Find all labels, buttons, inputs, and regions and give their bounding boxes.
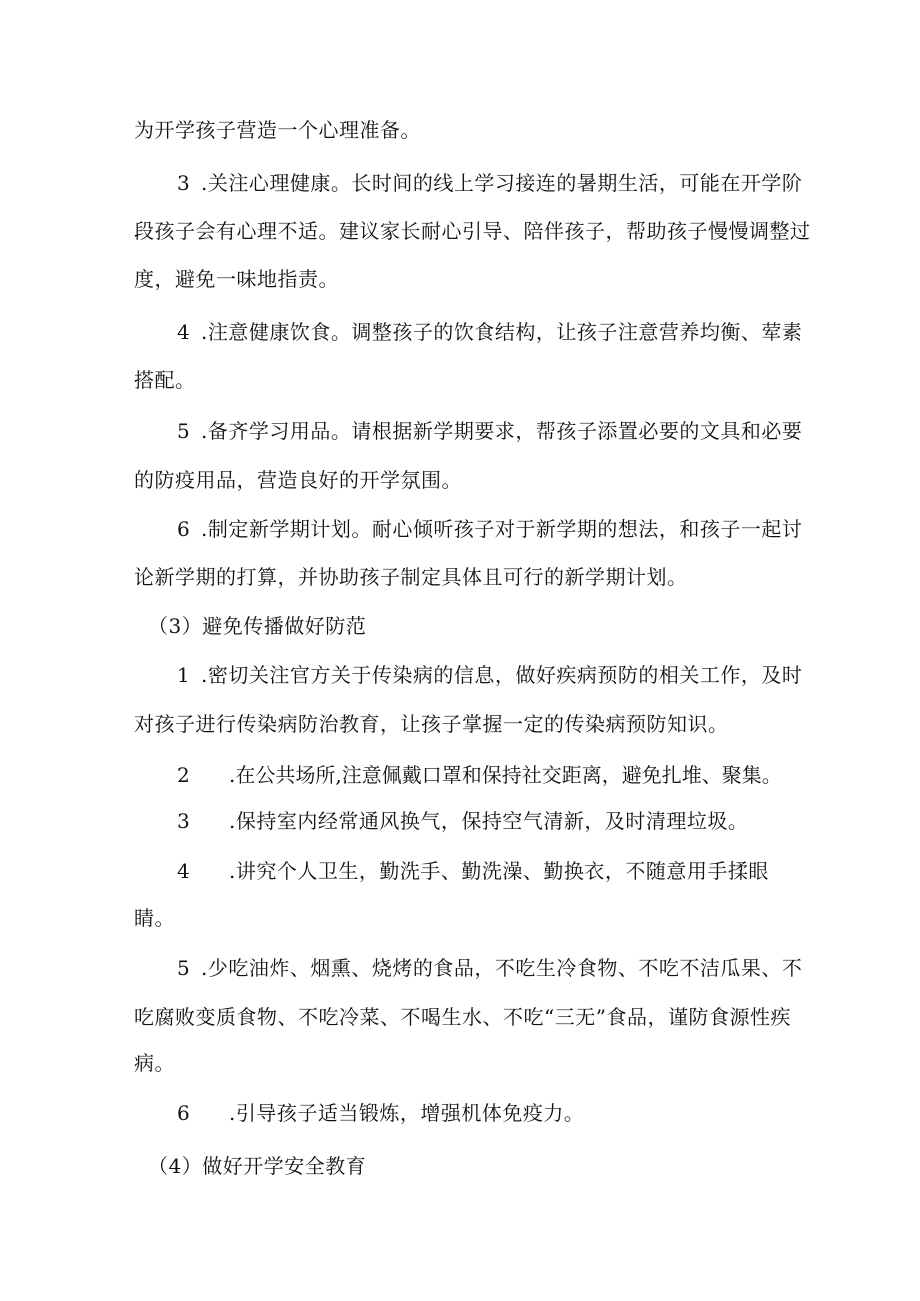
list-item-line [177,170,802,196]
line-text: 段孩子会有心理不适。建议家长耐心引导、陪伴孩子，帮助孩子慢慢调整过 [134,219,811,243]
list-item-line [177,319,802,345]
item-number: 2 [177,763,191,787]
list-item-line [177,762,782,788]
paragraph-line [134,218,811,244]
line-text: 的防疫用品，营造良好的开学氛围。 [134,468,462,492]
line-text: 睛。 [134,906,175,930]
line-text: .备齐学习用品。请根据新学期要求，帮孩子添置必要的文具和必要 [201,419,803,443]
item-number: 3 [177,809,191,833]
paragraph-line [134,711,729,737]
item-number: 5 [177,419,191,443]
paragraph-line [134,367,196,393]
item-number: 4 [177,320,191,344]
line-text: 吃腐败变质食物、不吃冷菜、不喝生水、不吃“三无”食品，谨防食源性疾 [134,1005,791,1029]
line-text: 为开学孩子营造一个心理准备。 [134,118,421,142]
item-number: 1 [177,663,191,687]
list-item-line [177,955,802,981]
list-item-line [177,1100,584,1126]
list-item-line [177,418,802,444]
line-text: .少吃油炸、烟熏、烧烤的食品，不吃生冷食物、不吃不洁瓜果、不 [201,956,803,980]
line-text: .关注心理健康。长时间的线上学习接连的暑期生活，可能在开学阶 [201,171,803,195]
line-text: .保持室内经常通风换气，保持空气清新，及时清理垃圾。 [229,809,749,833]
line-text: .引导孩子适当锻炼，增强机体免疫力。 [229,1101,585,1125]
heading-text: （4）做好开学安全教育 [148,1154,367,1178]
line-text: .讲究个人卫生，勤洗手、勤洗澡、勤换衣，不随意用手揉眼 [229,859,769,883]
line-text: .密切关注官方关于传染病的信息，做好疾病预防的相关工作，及时 [201,663,803,687]
paragraph-line [134,1004,791,1030]
line-text: 对孩子进行传染病防治教育，让孩子掌握一定的传染病预防知识。 [134,712,729,736]
line-text: 度，避免一味地指责。 [134,267,339,291]
line-text: .注意健康饮食。调整孩子的饮食结构，让孩子注意营养均衡、荤素 [201,320,803,344]
item-number: 6 [177,1101,191,1125]
section-heading [148,1153,366,1179]
paragraph-line [134,1050,175,1076]
list-item-line [177,662,802,688]
item-number: 3 [177,171,191,195]
line-text: 论新学期的打算，并协助孩子制定具体且可行的新学期计划。 [134,565,688,589]
heading-text: （3）避免传播做好防范 [148,614,367,638]
paragraph-line [134,467,462,493]
list-item-line [177,808,748,834]
line-text: .制定新学期计划。耐心倾听孩子对于新学期的想法，和孩子一起讨 [201,517,803,541]
section-heading [148,613,366,639]
paragraph-line [134,266,339,292]
paragraph-line [134,564,688,590]
item-number: 5 [177,956,191,980]
list-item-line [177,858,769,884]
paragraph-line [134,117,421,143]
paragraph-line [134,905,175,931]
line-text: 病。 [134,1051,175,1075]
line-text: 搭配。 [134,368,196,392]
item-number: 4 [177,859,191,883]
item-number: 6 [177,517,191,541]
line-text: .在公共场所,注意佩戴口罩和保持社交距离，避免扎堆、聚集。 [229,763,782,787]
list-item-line [177,516,802,542]
